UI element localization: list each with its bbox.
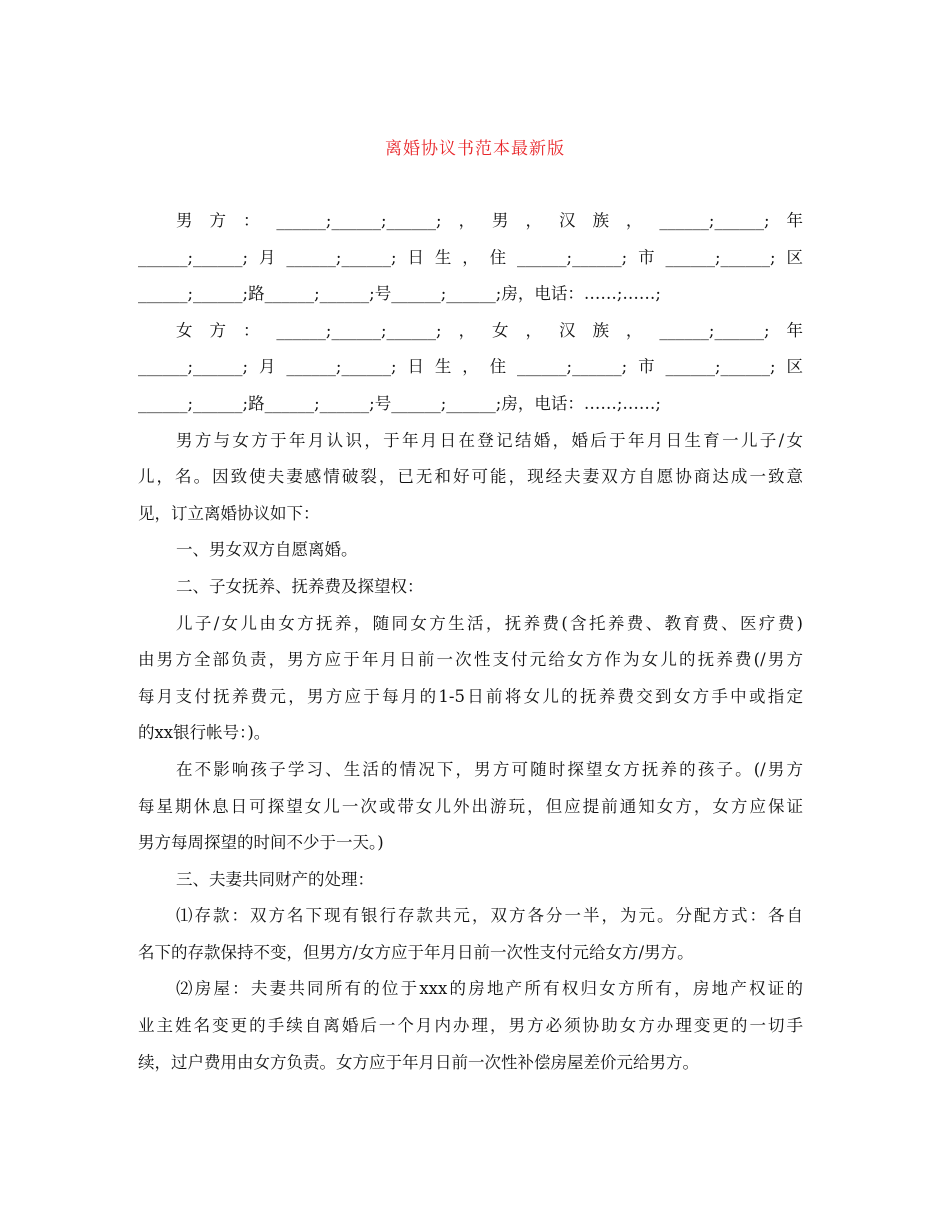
- text-line: 见，订立离婚协议如下：: [138, 503, 320, 523]
- document-title: 离婚协议书范本最新版: [385, 139, 565, 159]
- text-line: ______;______;月______;______;日生，住______;______;市______;______;区: [138, 357, 803, 377]
- text-line: 男方与女方于年月认识，于年月日在登记结婚，婚后于年月日生育一儿子/女: [176, 430, 803, 450]
- text-line: 名下的存款保持不变，但男方/女方应于年月日前一次性支付元给女方/男方。: [138, 942, 694, 962]
- text-line: 三、夫妻共同财产的处理：: [176, 869, 374, 889]
- text-line: 业主姓名变更的手续自离婚后一个月内办理，男方必须协助女方办理变更的一切手: [138, 1016, 803, 1036]
- text-line: 每星期休息日可探望女儿一次或带女儿外出游玩，但应提前通知女方，女方应保证: [138, 796, 803, 816]
- text-line: 由男方全部负责，男方应于年月日前一次性支付元给女方作为女儿的抚养费(/男方: [138, 650, 803, 670]
- text-line: 在不影响孩子学习、生活的情况下，男方可随时探望女方抚养的孩子。(/男方: [176, 759, 803, 779]
- text-line: 二、子女抚养、抚养费及探望权：: [176, 576, 424, 596]
- text-line: 女方：______;______;______;，女，汉族，______;______;年: [176, 320, 803, 340]
- text-line: 的xx银行帐号：)。: [138, 723, 271, 743]
- text-line: ⑵房屋：夫妻共同所有的位于xxx的房地产所有权归女方所有，房地产权证的: [176, 979, 803, 999]
- document-body: [138, 203, 803, 1081]
- text-line: ______;______;路______;______;号______;______;房，电话：……;……;: [138, 393, 661, 413]
- text-line: 每月支付抚养费元，男方应于每月的1-5日前将女儿的抚养费交到女方手中或指定: [138, 686, 803, 706]
- text-line: 儿，名。因致使夫妻感情破裂，已无和好可能，现经夫妻双方自愿协商达成一致意: [138, 467, 803, 487]
- text-line: ______;______;月______;______;日生，住______;______;市______;______;区: [138, 247, 803, 267]
- text-line: ⑴存款：双方名下现有银行存款共元，双方各分一半，为元。分配方式：各自: [176, 906, 803, 926]
- text-line: 续，过户费用由女方负责。女方应于年月日前一次性补偿房屋差价元给男方。: [138, 1052, 699, 1072]
- text-line: 男方：______;______;______;，男，汉族，______;______;年: [176, 211, 803, 230]
- text-line: 一、男女双方自愿离婚。: [176, 540, 358, 560]
- text-line: 男方每周探望的时间不少于一天。): [138, 833, 384, 853]
- text-line: ______;______;路______;______;号______;______;房，电话：……;……;: [138, 284, 661, 304]
- text-line: 儿子/女儿由女方抚养，随同女方生活，抚养费(含托养费、教育费、医疗费): [176, 613, 803, 633]
